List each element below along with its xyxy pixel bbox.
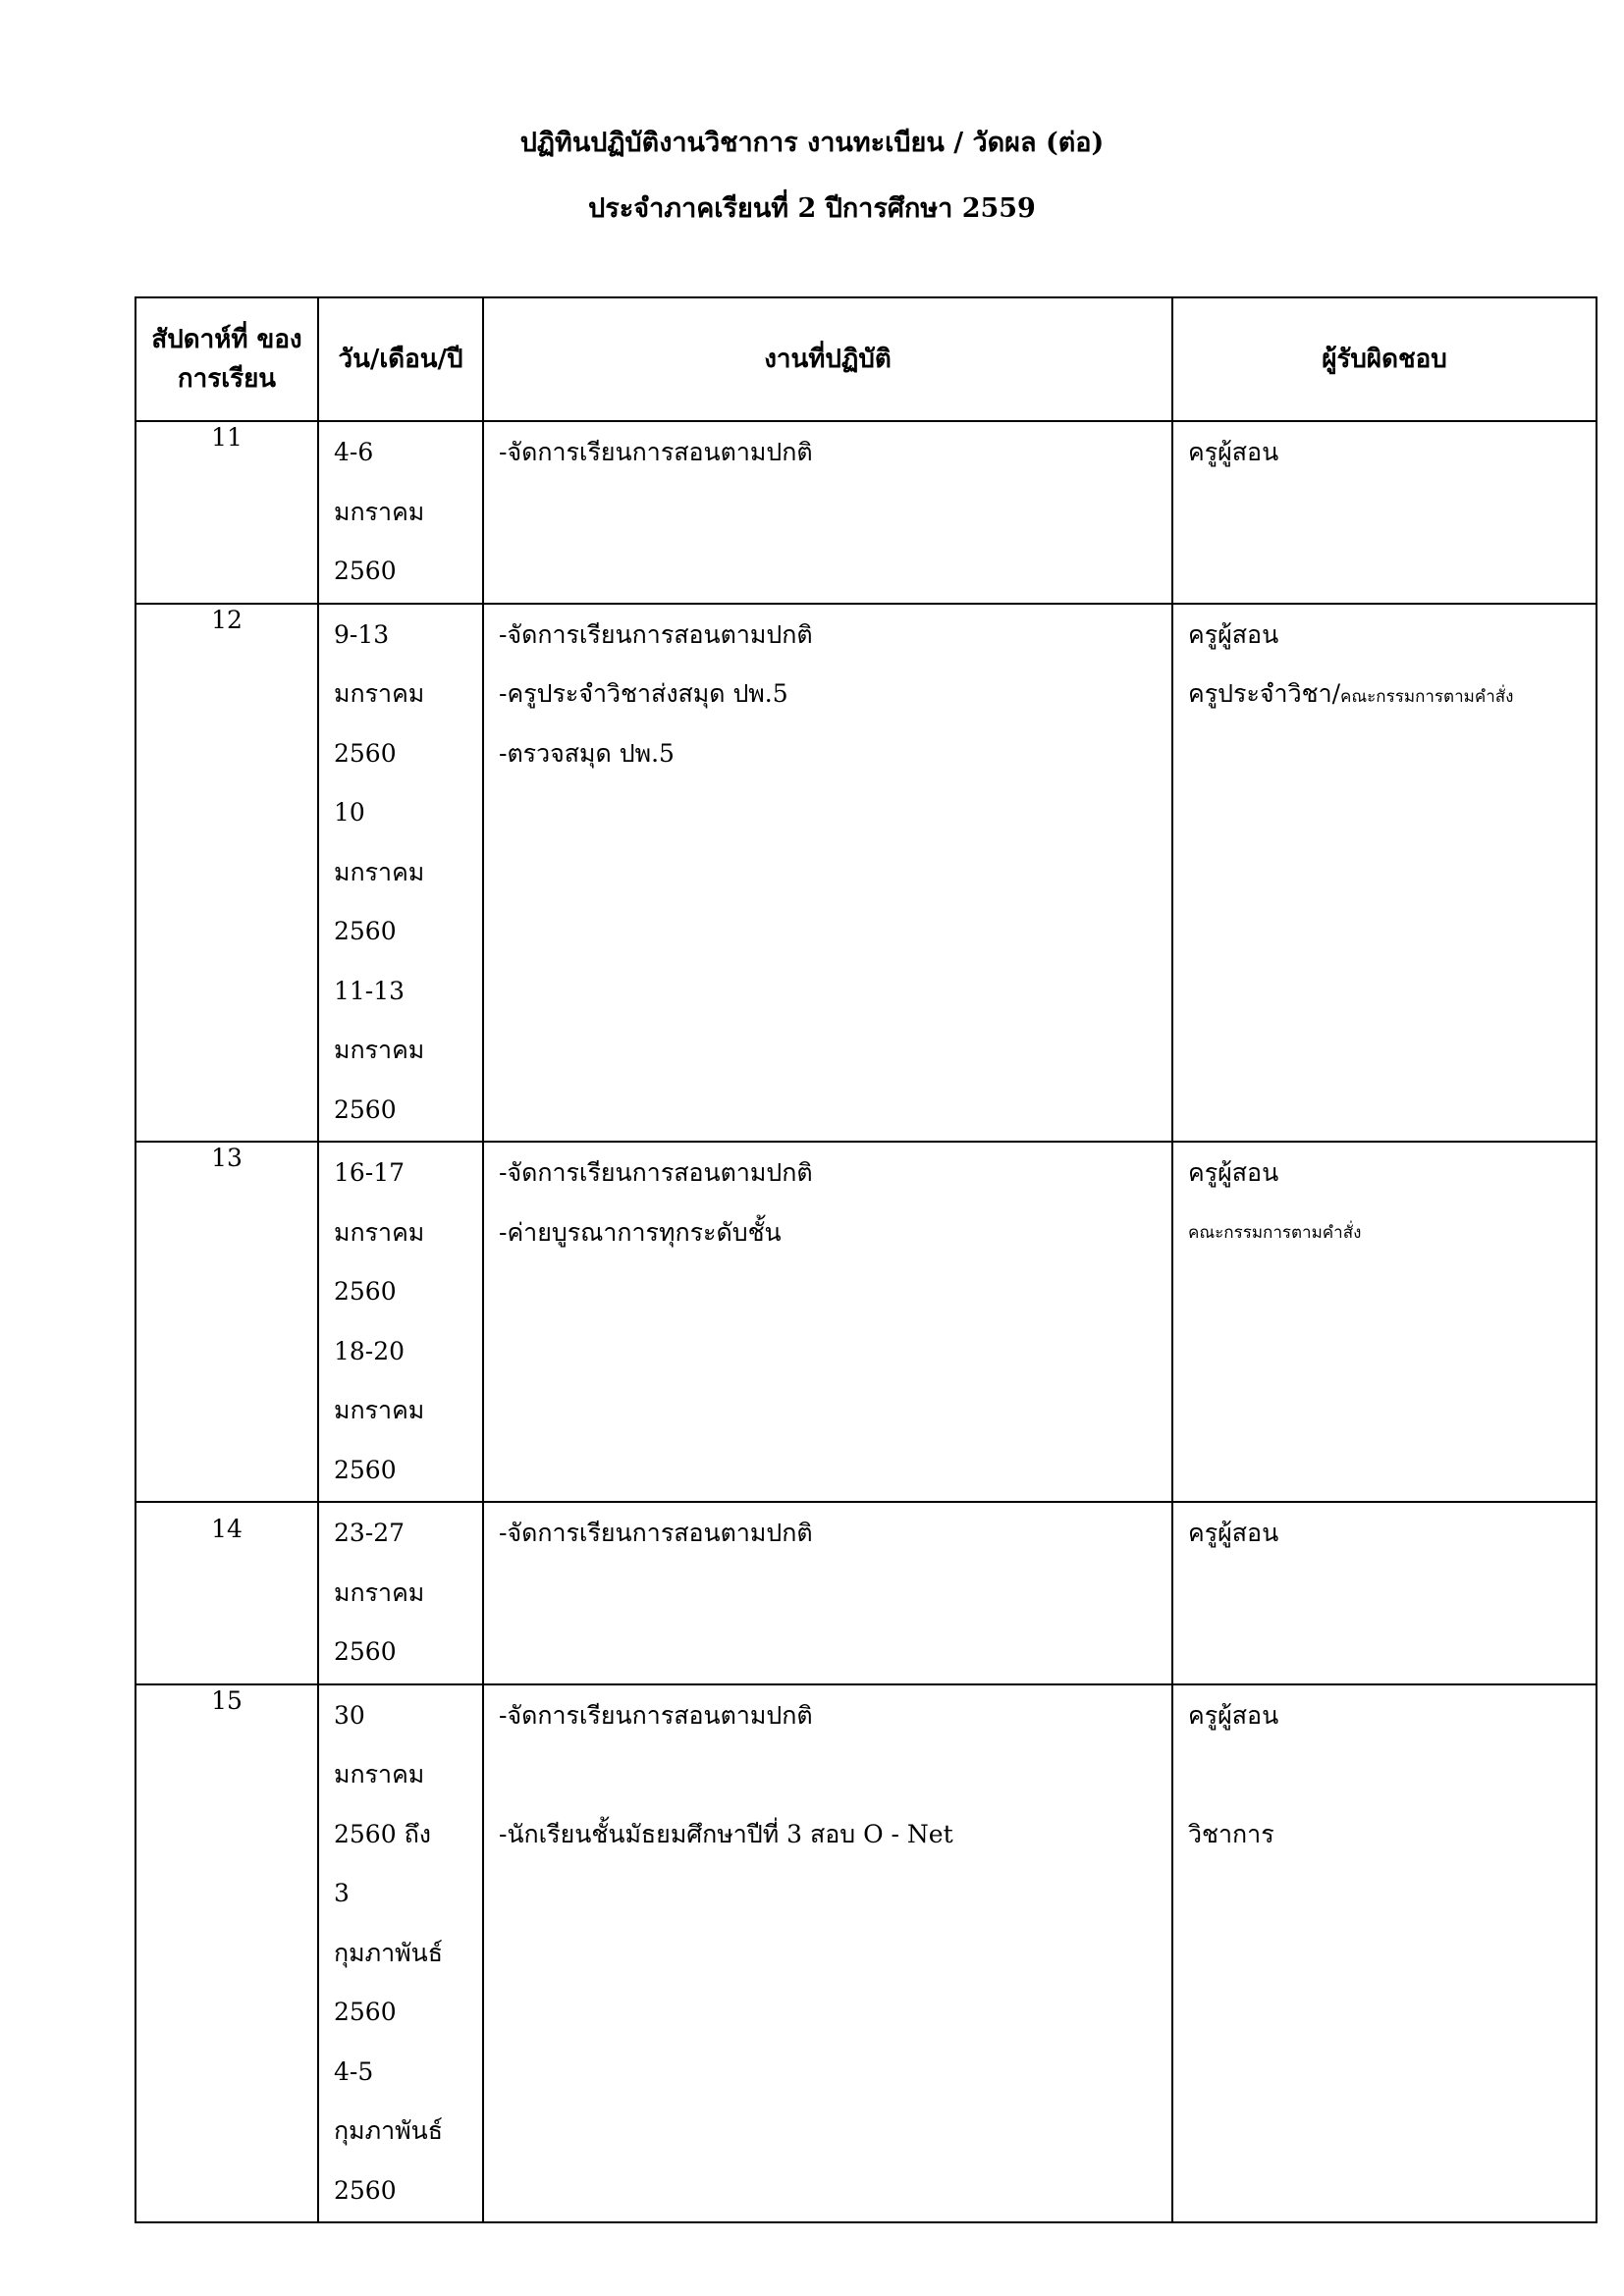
date-line: 2560 (334, 1095, 397, 1124)
date-line: 18-20 (334, 1336, 406, 1365)
task-line: -นักเรียนชั้นมัธยมศึกษาปีที่ 3 สอบ O - Net (499, 1819, 953, 1848)
week-number: 12 (135, 604, 318, 1143)
responsible-cell (1172, 604, 1597, 1143)
task-line: -จัดการเรียนการสอนตามปกติ (499, 1158, 813, 1187)
responsible-part: ครูประจำวิชา/ (1188, 679, 1341, 708)
responsible-line: ครูผู้สอน (1188, 619, 1279, 649)
task-line: -จัดการเรียนการสอนตามปกติ (499, 1519, 813, 1547)
date-line: 2560 ถึง (334, 1819, 431, 1848)
date-line: กุมภาพันธ์ (334, 1938, 443, 1967)
task-line: -จัดการเรียนการสอนตามปกติ (499, 438, 813, 466)
date-line: มกราคม (334, 1396, 425, 1424)
date-line: 16-17 (334, 1158, 406, 1187)
responsible-line (1174, 665, 1595, 724)
page-subtitle: ประจำภาคเรียนที่ 2 ปีการศึกษา 2559 (588, 193, 1036, 224)
week-number: 15 (135, 1684, 318, 2223)
task-line: -จัดการเรียนการสอนตามปกติ (499, 1700, 813, 1730)
page-title: ปฏิทินปฏิบัติงานวิชาการ งานทะเบียน / วัดผล (ต่อ) (519, 128, 1105, 158)
task-cell (483, 604, 1172, 1143)
date-line: 4-5 (334, 2056, 374, 2086)
date-line: มกราคม (334, 679, 425, 708)
responsible-line: ครูผู้สอน (1188, 1519, 1279, 1547)
task-line: -ครูประจำวิชาส่งสมุด ปพ.5 (499, 679, 788, 708)
responsible-line: วิชาการ (1188, 1819, 1274, 1848)
blank-line (485, 1745, 1170, 1805)
date-line: 2560 (334, 1277, 397, 1306)
task-cell (483, 1142, 1172, 1502)
date-line: 2560 (334, 1637, 397, 1666)
date-line: มกราคม (334, 857, 425, 886)
date-cell (318, 604, 483, 1143)
date-line: 23-27 (334, 1519, 406, 1547)
responsible-cell (1172, 1502, 1597, 1684)
task-line: -ตรวจสมุด ปพ.5 (499, 738, 675, 768)
responsible-line: ครูผู้สอน (1188, 438, 1279, 466)
responsible-line: ครูผู้สอน (1188, 1158, 1279, 1187)
task-cell (483, 1684, 1172, 2223)
date-line: 2560 (334, 557, 397, 585)
table-row (135, 1142, 1597, 1502)
date-line: 2560 (334, 1998, 397, 2026)
date-cell (318, 421, 483, 604)
week-number: 14 (135, 1502, 318, 1684)
date-line: 11-13 (334, 976, 406, 1005)
date-line: มกราคม (334, 1577, 425, 1607)
date-line: 2560 (334, 1455, 397, 1484)
responsible-cell (1172, 421, 1597, 604)
responsible-cell (1172, 1684, 1597, 2223)
date-line: 2560 (334, 2175, 397, 2205)
date-line: มกราคม (334, 1036, 425, 1064)
responsible-line: ครูผู้สอน (1188, 1700, 1279, 1730)
date-line: 3 (334, 1879, 350, 1907)
date-cell (318, 1142, 483, 1502)
date-line: 2560 (334, 738, 397, 768)
blank-line (1174, 1745, 1595, 1805)
header-date: วัน/เดือน/ปี (318, 297, 483, 421)
date-line: มกราคม (334, 1217, 425, 1247)
date-line: 9-13 (334, 619, 390, 649)
table-row (135, 1502, 1597, 1684)
schedule-table (135, 296, 1597, 2223)
date-cell (318, 1502, 483, 1684)
header-responsible: ผู้รับผิดชอบ (1172, 297, 1597, 421)
date-line: มกราคม (334, 497, 425, 526)
header-week: สัปดาห์ที่ ของการเรียน (135, 297, 318, 421)
task-cell (483, 421, 1172, 604)
table-header-row (135, 297, 1597, 421)
week-number: 13 (135, 1142, 318, 1502)
date-cell (318, 1684, 483, 2223)
task-cell (483, 1502, 1172, 1684)
date-line: มกราคม (334, 1760, 425, 1789)
responsible-cell (1172, 1142, 1597, 1502)
responsible-line: คณะกรรมการตามคำสั่ง (1188, 1222, 1362, 1243)
task-line: -จัดการเรียนการสอนตามปกติ (499, 619, 813, 649)
date-line: 2560 (334, 917, 397, 945)
table-row (135, 421, 1597, 604)
table-row (135, 1684, 1597, 2223)
week-number: 11 (135, 421, 318, 604)
task-line: -ค่ายบูรณาการทุกระดับชั้น (499, 1217, 782, 1247)
date-line: 10 (334, 798, 365, 827)
date-line: 4-6 (334, 438, 374, 466)
header-task: งานที่ปฏิบัติ (483, 297, 1172, 421)
table-row (135, 604, 1597, 1143)
date-line: กุมภาพันธ์ (334, 2116, 443, 2145)
date-line: 30 (334, 1700, 365, 1730)
responsible-part: คณะกรรมการตามคำสั่ง (1340, 687, 1514, 707)
